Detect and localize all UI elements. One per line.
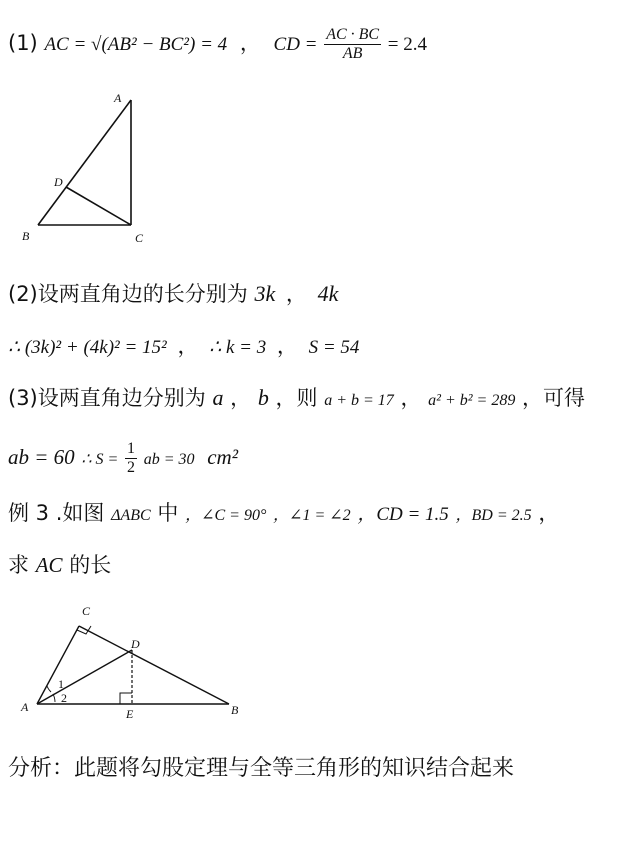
vertex-b: B (22, 229, 30, 243)
part3-area-line (8, 440, 238, 476)
condition-cd: ，CD = 1.5 (357, 504, 449, 525)
vertex-a2: A (21, 700, 29, 714)
condition-angles-equal: ，∠1 = ∠2 (273, 507, 351, 524)
analysis-text: 分析：此题将勾股定理与全等三角形的知识结合起来 (8, 756, 515, 781)
k-value: ∴ k = 3 (209, 337, 267, 358)
vertex-d: D (54, 175, 63, 189)
part3-line: (3)设两直角边分别为 a ， b ，则 a + b = 17 ， a² + b² = 289 ，可得 (8, 385, 586, 410)
example3-line: 例 3 .如图 ΔABC 中 ，∠C = 90° ，∠1 = ∠2 ，CD = 1.5 ，BD = 2.5 ， (8, 501, 560, 525)
area-result: ab = 30 (143, 451, 195, 469)
ab-product: ab = 60 (8, 445, 75, 470)
area-unit: cm² (207, 445, 238, 470)
ask-ac: AC (35, 553, 63, 577)
half-fraction: $\frac{1}{2}$ (127, 440, 136, 476)
leg-3k: 3k (254, 281, 276, 306)
triangle-abc: ΔABC (111, 507, 151, 524)
part1-label: (1) (8, 31, 38, 56)
vertex-d2: D (131, 637, 140, 651)
angle-1-label: 1 (58, 677, 64, 691)
example3-lead: 例 3 .如图 (8, 501, 105, 525)
cd-lhs: CD = (273, 34, 318, 56)
vertex-b2: B (231, 703, 239, 717)
angle-2-label: 2 (61, 691, 67, 705)
leg-4k: 4k (317, 281, 339, 306)
area-lhs: ∴ S = (81, 451, 119, 469)
triangle-figure-2 (18, 598, 258, 728)
cd-result: = 2.4 (387, 34, 427, 56)
part3-intro: (3)设两直角边分别为 (8, 386, 206, 410)
sum-equation: a + b = 17 (324, 392, 394, 409)
pythag-equation: ∴ (3k)² + (4k)² = 15² (8, 337, 167, 358)
condition-bd: ，BD = 2.5 (455, 507, 532, 524)
leg-b: b (257, 385, 269, 410)
vertex-c: C (135, 231, 144, 245)
area-value: S = 54 (308, 337, 360, 358)
leg-a: a (212, 385, 224, 410)
part1-line: (1) AC = √(AB² − BC²) = 4 ， CD = $\frac{AC \cdot BC}{AB}$ = 2.4 (8, 26, 427, 62)
vertex-c2: C (82, 604, 91, 618)
part2-line: (2)设两直角边的长分别为 3k ， 4k (8, 281, 339, 306)
example3-question: 求 AC 的长 (8, 553, 112, 577)
condition-right-angle: ，∠C = 90° (185, 507, 267, 524)
part2-intro: (2)设两直角边的长分别为 (8, 282, 248, 306)
square-sum-equation: a² + b² = 289 (428, 392, 516, 409)
cd-fraction: $\frac{AC \cdot BC}{AB}$ (326, 26, 380, 62)
ac-formula: AC = √(AB² − BC²) = 4 (44, 34, 228, 56)
part2-equations: ∴ (3k)² + (4k)² = 15² ， ∴ k = 3 ， S = 54 (8, 334, 360, 358)
vertex-e2: E (126, 707, 134, 721)
vertex-a: A (114, 91, 122, 105)
triangle-figure-1 (18, 88, 158, 248)
